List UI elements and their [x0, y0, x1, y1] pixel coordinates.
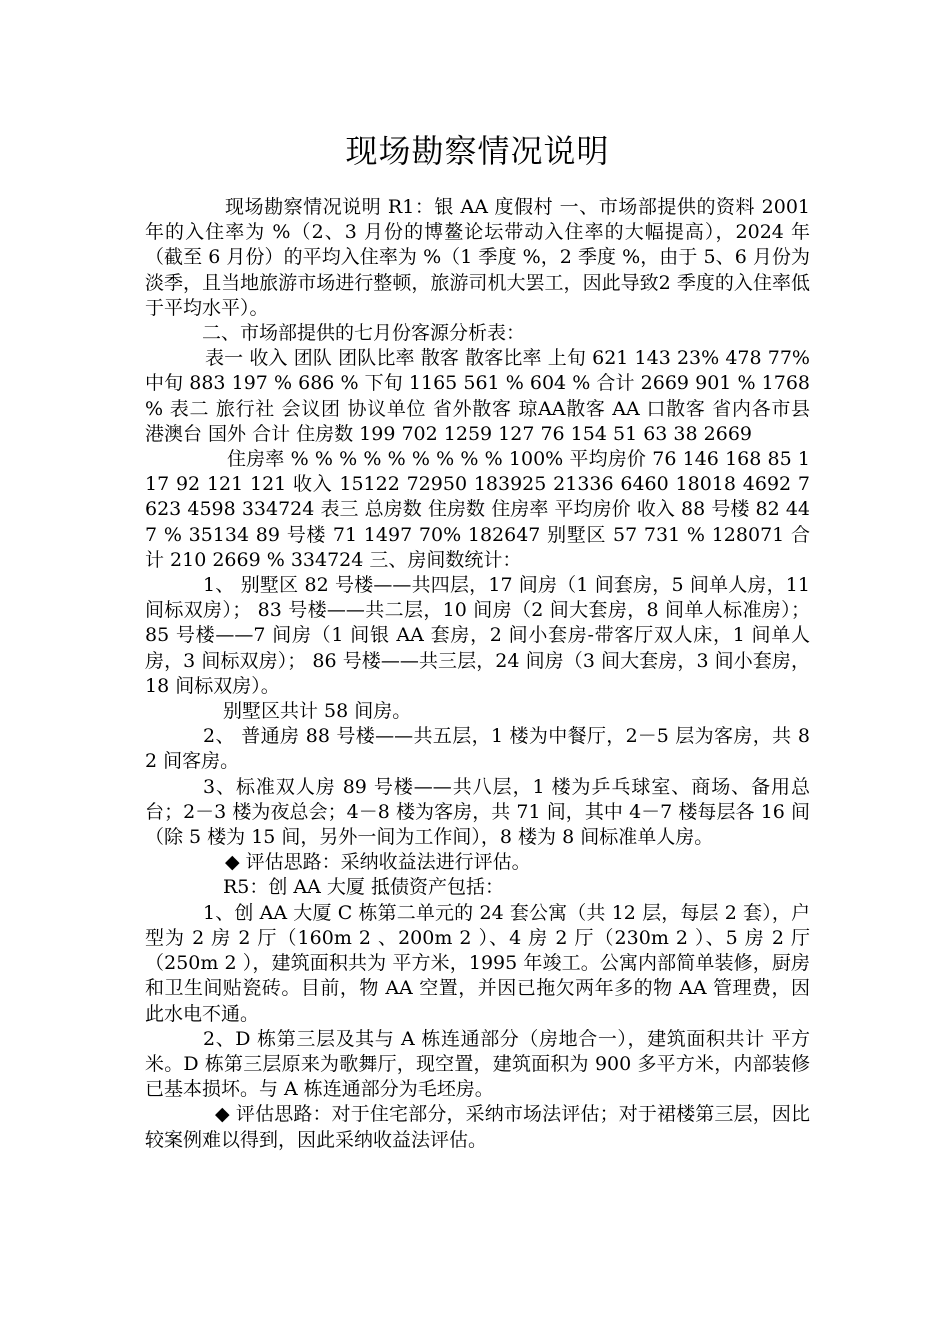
- paragraph-apartments: 1、创 AA 大厦 C 栋第二单元的 24 套公寓（共 12 层，每层 2 套），户型为 2 房 2 厅（160m 2 、200m 2 ）、4 房 2 厅（230m 2 ）、5 房 2 厅（250m 2 ），建筑面积共为 平方米，1995 年竣工。公寓内部简单装修，厨房和卫生间贴瓷砖。目前，物 AA 空置，并因已拖欠两年多的物 AA 管理费，因此水电不通。: [145, 901, 810, 1025]
- paragraph-villa-total: 别墅区共计 58 间房。: [223, 700, 412, 723]
- paragraph-section-two: 二、市场部提供的七月份客源分析表：: [202, 322, 526, 345]
- document-page: [145, 125, 810, 1153]
- paragraph-assessment-method-2: ◆ 评估思路：对于住宅部分，采纳市场法评估；对于裙楼第三层，因比较案例难以得到，因此采纳收益法评估。: [145, 1103, 810, 1151]
- paragraph-table-one: 表一 收入 团队 团队比率 散客 散客比率 上旬 621 143 23% 478 77% 中旬 883 197 % 686 % 下旬 1165 561 % 604 % 合计 2669 901 % 1768 % 表二 旅行社 会议团 协议单位 省外散客 琼AA散客 AA 口散客 省内各市县 港澳台 国外 合计 住房数 199 702 1259 127 76 154 51 63 38 2669: [145, 347, 810, 445]
- paragraph-table-two-three: 住房率 % % % % % % % % % 100% 平均房价 76 146 168 85 117 92 121 121 收入 15122 72950 183925 21336 6460 18018 4692 7623 4598 334724 表三 总房数 住房数 住房率 平均房价 收入 88 号楼 82 447 % 35134 89 号楼 71 1497 70% 182647 别墅区 57 731 % 128071 合计 210 2669 % 334724 三、房间数统计：: [145, 448, 810, 571]
- paragraph-building-d: 2、D 栋第三层及其与 A 栋连通部分（房地合一），建筑面积共计 平方米。D 栋第三层原来为歌舞厅，现空置，建筑面积为 900 多平方米，内部装修已基本损坏。与 A 栋连通部分为毛坯房。: [145, 1027, 810, 1101]
- paragraph-r5-heading: R5：创 AA 大厦 抵债资产包括：: [223, 876, 504, 899]
- document-title: 现场勘察情况说明: [345, 132, 610, 170]
- paragraph-intro: 现场勘察情况说明 R1：银 AA 度假村 一、市场部提供的资料 2001 年的入住率为 %（2、3 月份的博鳌论坛带动入住率的大幅提高），2024 年（截至 6 月份）的平均入住率为 %（1 季度 %，2 季度 %，由于 5、6 月份为淡季，且当地旅游市场进行整顿，旅游司机大罢工，因此导致2 季度的入住率低于平均水平）。: [145, 196, 810, 319]
- paragraph-assessment-method-1: ◆ 评估思路：采纳收益法进行评估。: [225, 851, 531, 874]
- paragraph-double-rooms: 3、标准双人房 89 号楼——共八层，1 楼为乒乓球室、商场、备用总台；2－3 楼为夜总会；4－8 楼为客房，共 71 间，其中 4－7 楼每层各 16 间（除 5 楼为 15 间，另外一间为工作间），8 楼为 8 间标准单人房。: [145, 775, 810, 849]
- paragraph-standard-rooms: 2、 普通房 88 号楼——共五层，1 楼为中餐厅，2－5 层为客房，共 82 间客房。: [145, 725, 810, 773]
- paragraph-villa-rooms: 1、 别墅区 82 号楼——共四层，17 间房（1 间套房，5 间单人房，11 间标双房）； 83 号楼——共二层，10 间房（2 间大套房，8 间单人标准房）； 85 号楼——7 间房（1 间银 AA 套房，2 间小套房-带客厅双人床，1 间单人房，3 间标双房）； 86 号楼——共三层，24 间房（3 间大套房，3 间小套房，18 间标双房）。: [145, 574, 810, 697]
